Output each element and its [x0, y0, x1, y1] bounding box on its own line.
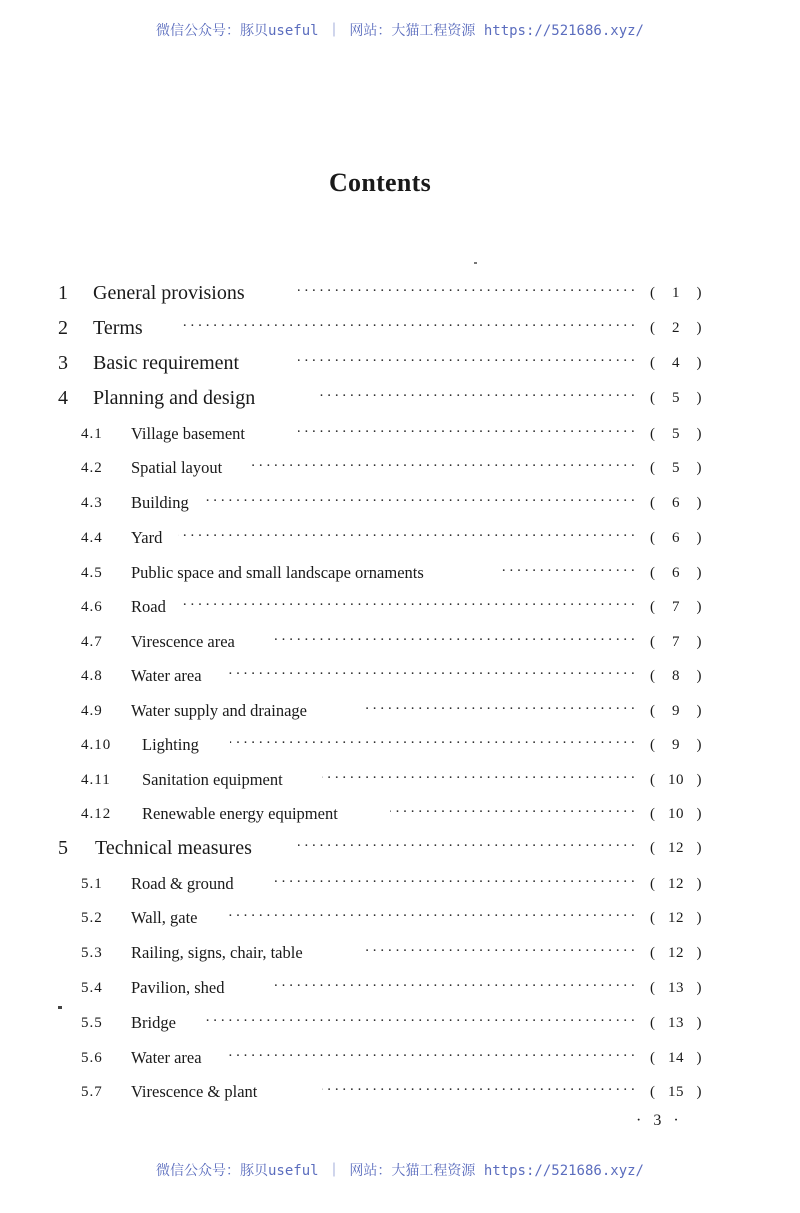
toc-leader-dots: [318, 388, 638, 408]
toc-entry-number: 4.4: [81, 529, 103, 546]
toc-entry-label: Lighting: [142, 735, 199, 754]
scan-speck: [474, 262, 477, 264]
toc-entry-number: 1: [58, 281, 68, 304]
toc-leader-dots: [274, 874, 638, 894]
toc-entry-page: ( 8 ): [650, 667, 702, 684]
toc-leader-dots: [390, 804, 638, 824]
toc-entry[interactable]: [0, 278, 800, 308]
toc-entry[interactable]: [0, 1077, 800, 1107]
toc-entry-label: Spatial layout: [131, 458, 223, 477]
toc-leader-dots: [298, 424, 638, 444]
toc-entry-number: 4.12: [81, 805, 112, 822]
toc-entry-page: ( 9 ): [650, 736, 702, 753]
toc-entry[interactable]: [0, 730, 800, 760]
toc-entry[interactable]: [0, 488, 800, 518]
toc-entry-page: ( 7 ): [650, 598, 702, 615]
toc-entry-page: ( 1 ): [650, 284, 702, 301]
toc-entry-page: ( 10 ): [650, 771, 702, 788]
toc-entry-number: 4.2: [81, 459, 103, 476]
toc-entry[interactable]: [0, 627, 800, 657]
toc-entry-page: ( 12 ): [650, 944, 702, 961]
toc-leader-dots: [298, 283, 638, 303]
toc-entry-label: Pavilion, shed: [131, 978, 225, 997]
toc-entry-number: 5.6: [81, 1049, 103, 1066]
toc-entry-number: 4.7: [81, 633, 103, 650]
toc-entry-number: 4.6: [81, 598, 103, 615]
toc-entry-number: 3: [58, 351, 68, 374]
toc-entry-page: ( 9 ): [650, 702, 702, 719]
toc-leader-dots: [182, 318, 638, 338]
toc-entry-number: 4.1: [81, 425, 103, 442]
toc-entry-number: 5.7: [81, 1083, 103, 1100]
toc-entry-label: Public space and small landscape ornaments: [131, 563, 424, 582]
toc-entry-label: Technical measures: [95, 836, 252, 859]
toc-leader-dots: [180, 597, 638, 617]
toc-entry-number: 4.3: [81, 494, 103, 511]
toc-entry[interactable]: [0, 313, 800, 343]
toc-entry-number: 4.8: [81, 667, 103, 684]
toc-leader-dots: [202, 493, 638, 513]
toc-entry-number: 4: [58, 386, 68, 409]
toc-leader-dots: [206, 1013, 638, 1033]
toc-entry-label: Water supply and drainage: [131, 701, 307, 720]
toc-entry-page: ( 13 ): [650, 1014, 702, 1031]
toc-entry[interactable]: [0, 833, 800, 863]
toc-entry-number: 5.4: [81, 979, 103, 996]
toc-leader-dots: [230, 735, 638, 755]
watermark-top: 微信公众号：豚贝useful ｜ 网站：大猫工程资源 https://521686.xyz/: [155, 23, 644, 39]
toc-entry-number: 4.5: [81, 564, 103, 581]
toc-entry-number: 5.3: [81, 944, 103, 961]
toc-entry-label: Water area: [131, 1048, 202, 1067]
toc-leader-dots: [298, 353, 638, 373]
toc-entry-page: ( 6 ): [650, 494, 702, 511]
toc-entry-page: ( 12 ): [650, 839, 702, 856]
toc-entry-page: ( 4 ): [650, 354, 702, 371]
toc-entry[interactable]: [0, 453, 800, 483]
toc-leader-dots: [362, 943, 638, 963]
toc-entry[interactable]: [0, 799, 800, 829]
page-title: Contents: [328, 168, 432, 197]
toc-entry-page: ( 6 ): [650, 564, 702, 581]
toc-entry-label: Sanitation equipment: [142, 770, 283, 789]
toc-entry-label: Wall, gate: [131, 908, 198, 927]
toc-entry-number: 2: [58, 316, 68, 339]
toc-entry[interactable]: [0, 1008, 800, 1038]
toc-entry-label: Virescence area: [131, 632, 235, 651]
toc-entry-label: Terms: [93, 316, 143, 339]
toc-entry-page: ( 10 ): [650, 805, 702, 822]
toc-entry[interactable]: [0, 661, 800, 691]
toc-entry-number: 5.1: [81, 875, 103, 892]
toc-leader-dots: [322, 770, 638, 790]
toc-leader-dots: [226, 908, 638, 928]
toc-entry-page: ( 7 ): [650, 633, 702, 650]
toc-entry[interactable]: [0, 348, 800, 378]
toc-leader-dots: [274, 632, 638, 652]
toc-entry[interactable]: [0, 938, 800, 968]
toc-entry[interactable]: [0, 765, 800, 795]
toc-entry-page: ( 6 ): [650, 529, 702, 546]
toc-entry[interactable]: [0, 869, 800, 899]
toc-entry[interactable]: [0, 592, 800, 622]
toc-leader-dots: [228, 1048, 638, 1068]
toc-entry[interactable]: [0, 1043, 800, 1073]
toc-entry[interactable]: [0, 558, 800, 588]
toc-leader-dots: [178, 528, 638, 548]
toc-entry[interactable]: [0, 523, 800, 553]
toc-entry-label: Railing, signs, chair, table: [131, 943, 303, 962]
toc-entry-label: Bridge: [131, 1013, 176, 1032]
toc-entry-page: ( 14 ): [650, 1049, 702, 1066]
toc-entry-page: ( 5 ): [650, 459, 702, 476]
toc-entry-label: Road: [131, 597, 166, 616]
toc-entry-label: Basic requirement: [93, 351, 240, 374]
toc-leader-dots: [502, 563, 638, 583]
toc-leader-dots: [366, 701, 638, 721]
toc-entry-number: 5.2: [81, 909, 103, 926]
toc-entry-label: Village basement: [131, 424, 246, 443]
toc-leader-dots: [250, 458, 638, 478]
page-number: · 3 ·: [636, 1112, 683, 1129]
toc-entry-label: Road & ground: [131, 874, 234, 893]
toc-entry[interactable]: [0, 696, 800, 726]
toc-entry-number: 4.10: [81, 736, 112, 753]
toc-leader-dots: [298, 838, 638, 858]
toc-entry-number: 5: [58, 836, 68, 859]
toc-entry-label: General provisions: [93, 281, 245, 304]
toc-entry-page: ( 2 ): [650, 319, 702, 336]
toc-entry-label: Yard: [131, 528, 163, 547]
toc-entry-label: Planning and design: [93, 386, 256, 409]
toc-entry[interactable]: [0, 973, 800, 1003]
toc-leader-dots: [226, 666, 638, 686]
toc-entry-page: ( 5 ): [650, 425, 702, 442]
toc-entry-number: 5.5: [81, 1014, 103, 1031]
toc-entry-page: ( 15 ): [650, 1083, 702, 1100]
toc-entry-label: Building: [131, 493, 189, 512]
toc-entry-page: ( 5 ): [650, 389, 702, 406]
toc-leader-dots: [274, 978, 638, 998]
toc-entry-label: Virescence & plant: [131, 1082, 258, 1101]
toc-leader-dots: [322, 1082, 638, 1102]
watermark-bottom: 微信公众号：豚贝useful ｜ 网站：大猫工程资源 https://521686.xyz/: [155, 1163, 644, 1179]
toc-entry[interactable]: [0, 383, 800, 413]
toc-entry-label: Renewable energy equipment: [142, 804, 338, 823]
toc-entry-page: ( 13 ): [650, 979, 702, 996]
toc-entry-page: ( 12 ): [650, 909, 702, 926]
toc-entry[interactable]: [0, 903, 800, 933]
toc-entry-page: ( 12 ): [650, 875, 702, 892]
toc-entry-number: 4.11: [81, 771, 111, 788]
toc-entry-label: Water area: [131, 666, 202, 685]
toc-entry-number: 4.9: [81, 702, 103, 719]
toc-entry[interactable]: [0, 419, 800, 449]
